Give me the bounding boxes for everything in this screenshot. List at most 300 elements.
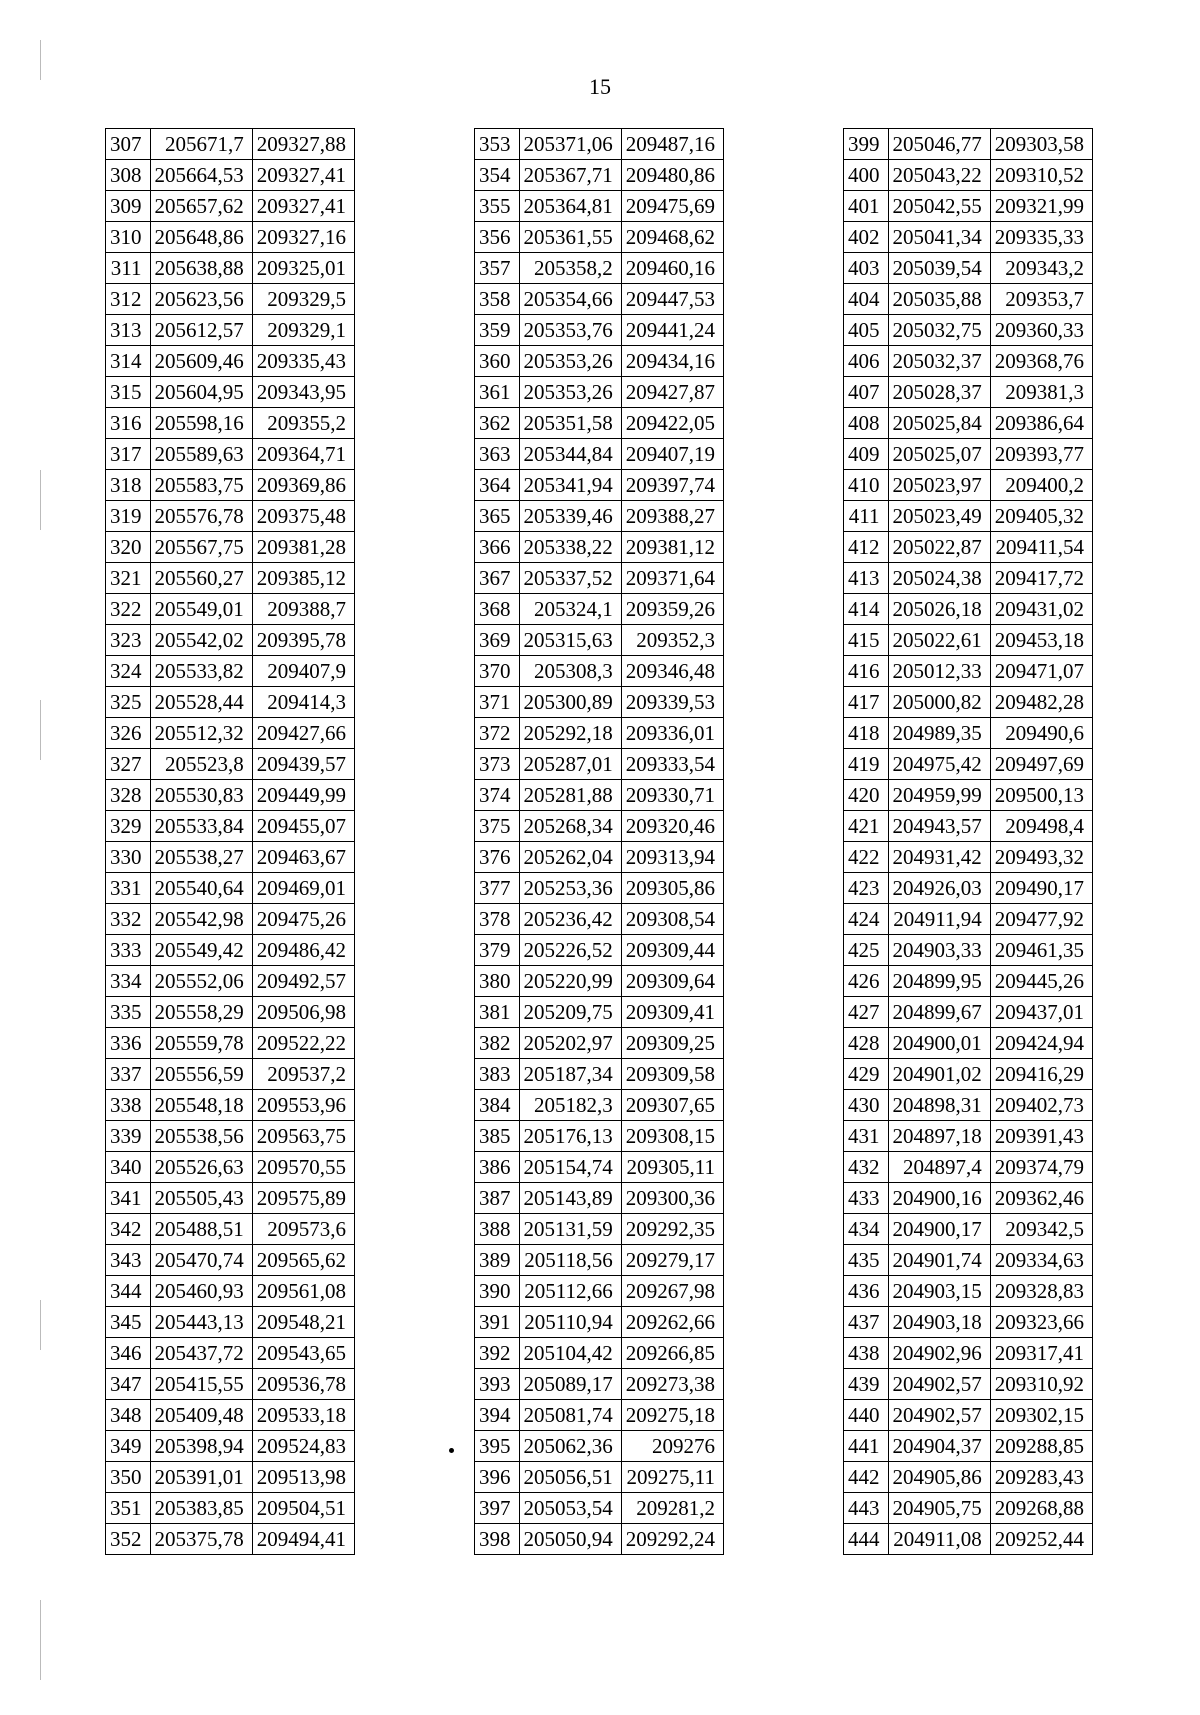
point-number-cell: 424: [844, 904, 889, 935]
point-number-cell: 369: [475, 625, 520, 656]
x-coordinate-cell: 204931,42: [888, 842, 990, 873]
y-coordinate-cell: 209335,33: [990, 222, 1092, 253]
y-coordinate-cell: 209469,01: [252, 873, 354, 904]
point-number-cell: 405: [844, 315, 889, 346]
table-row: [844, 780, 1093, 811]
point-number-cell: 344: [106, 1276, 151, 1307]
x-coordinate-cell: 205540,64: [150, 873, 252, 904]
y-coordinate-cell: 209434,16: [621, 346, 723, 377]
x-coordinate-cell: 204897,4: [888, 1152, 990, 1183]
x-coordinate-cell: 205598,16: [150, 408, 252, 439]
y-coordinate-cell: 209537,2: [252, 1059, 354, 1090]
point-number-cell: 390: [475, 1276, 520, 1307]
x-coordinate-cell: 205638,88: [150, 253, 252, 284]
y-coordinate-cell: 209359,26: [621, 594, 723, 625]
x-coordinate-cell: 205025,07: [888, 439, 990, 470]
x-coordinate-cell: 205143,89: [519, 1183, 621, 1214]
x-coordinate-cell: 205154,74: [519, 1152, 621, 1183]
table-row: [844, 594, 1093, 625]
y-coordinate-cell: 209445,26: [990, 966, 1092, 997]
table-row: [844, 997, 1093, 1028]
table-row: [844, 1338, 1093, 1369]
point-number-cell: 379: [475, 935, 520, 966]
point-number-cell: 351: [106, 1493, 151, 1524]
table-row: [106, 377, 355, 408]
x-coordinate-cell: 205056,51: [519, 1462, 621, 1493]
x-coordinate-cell: 205176,13: [519, 1121, 621, 1152]
y-coordinate-cell: 209325,01: [252, 253, 354, 284]
table-row: [475, 1524, 724, 1555]
y-coordinate-cell: 209468,62: [621, 222, 723, 253]
table-row: [475, 873, 724, 904]
table-row: [844, 904, 1093, 935]
y-coordinate-cell: 209524,83: [252, 1431, 354, 1462]
x-coordinate-cell: 205182,3: [519, 1090, 621, 1121]
y-coordinate-cell: 209493,32: [990, 842, 1092, 873]
y-coordinate-cell: 209397,74: [621, 470, 723, 501]
point-number-cell: 348: [106, 1400, 151, 1431]
x-coordinate-cell: 205391,01: [150, 1462, 252, 1493]
point-number-cell: 388: [475, 1214, 520, 1245]
table-row: [475, 1028, 724, 1059]
table-row: [475, 935, 724, 966]
point-number-cell: 439: [844, 1369, 889, 1400]
y-coordinate-cell: 209355,2: [252, 408, 354, 439]
point-number-cell: 330: [106, 842, 151, 873]
y-coordinate-cell: 209386,64: [990, 408, 1092, 439]
y-coordinate-cell: 209475,26: [252, 904, 354, 935]
x-coordinate-cell: 205292,18: [519, 718, 621, 749]
x-coordinate-cell: 205354,66: [519, 284, 621, 315]
x-coordinate-cell: 205026,18: [888, 594, 990, 625]
x-coordinate-cell: 205236,42: [519, 904, 621, 935]
x-coordinate-cell: 205648,86: [150, 222, 252, 253]
x-coordinate-cell: 205081,74: [519, 1400, 621, 1431]
point-number-cell: 335: [106, 997, 151, 1028]
x-coordinate-cell: 205023,97: [888, 470, 990, 501]
x-coordinate-cell: 205000,82: [888, 687, 990, 718]
scan-artifact-line: [40, 1300, 41, 1350]
table-row: [844, 532, 1093, 563]
point-number-cell: 378: [475, 904, 520, 935]
table-row: [844, 1059, 1093, 1090]
x-coordinate-cell: 205118,56: [519, 1245, 621, 1276]
table-row: [475, 377, 724, 408]
point-number-cell: 308: [106, 160, 151, 191]
x-coordinate-cell: 205104,42: [519, 1338, 621, 1369]
point-number-cell: 326: [106, 718, 151, 749]
point-number-cell: 376: [475, 842, 520, 873]
x-coordinate-cell: 205528,44: [150, 687, 252, 718]
point-number-cell: 394: [475, 1400, 520, 1431]
y-coordinate-cell: 209497,69: [990, 749, 1092, 780]
y-coordinate-cell: 209447,53: [621, 284, 723, 315]
y-coordinate-cell: 209393,77: [990, 439, 1092, 470]
table-row: [106, 129, 355, 160]
x-coordinate-cell: 205375,78: [150, 1524, 252, 1555]
x-coordinate-cell: 205559,78: [150, 1028, 252, 1059]
x-coordinate-cell: 204903,15: [888, 1276, 990, 1307]
table-row: [844, 1214, 1093, 1245]
table-row: [106, 1400, 355, 1431]
x-coordinate-cell: 205046,77: [888, 129, 990, 160]
table-row: [106, 811, 355, 842]
y-coordinate-cell: 209561,08: [252, 1276, 354, 1307]
x-coordinate-cell: 204897,18: [888, 1121, 990, 1152]
x-coordinate-cell: 204903,33: [888, 935, 990, 966]
point-number-cell: 414: [844, 594, 889, 625]
point-number-cell: 408: [844, 408, 889, 439]
point-number-cell: 327: [106, 749, 151, 780]
point-number-cell: 444: [844, 1524, 889, 1555]
point-number-cell: 354: [475, 160, 520, 191]
y-coordinate-cell: 209500,13: [990, 780, 1092, 811]
stray-dot-mark: [449, 1448, 454, 1453]
table-row: [844, 1152, 1093, 1183]
table-row: [844, 1307, 1093, 1338]
point-number-cell: 334: [106, 966, 151, 997]
point-number-cell: 381: [475, 997, 520, 1028]
table-row: [844, 1400, 1093, 1431]
x-coordinate-cell: 205281,88: [519, 780, 621, 811]
point-number-cell: 315: [106, 377, 151, 408]
y-coordinate-cell: 209292,35: [621, 1214, 723, 1245]
y-coordinate-cell: 209320,46: [621, 811, 723, 842]
point-number-cell: 361: [475, 377, 520, 408]
table-row: [844, 253, 1093, 284]
y-coordinate-cell: 209309,58: [621, 1059, 723, 1090]
x-coordinate-cell: 205353,26: [519, 346, 621, 377]
point-number-cell: 368: [475, 594, 520, 625]
point-number-cell: 331: [106, 873, 151, 904]
y-coordinate-cell: 209288,85: [990, 1431, 1092, 1462]
y-coordinate-cell: 209307,65: [621, 1090, 723, 1121]
y-coordinate-cell: 209268,88: [990, 1493, 1092, 1524]
y-coordinate-cell: 209381,12: [621, 532, 723, 563]
point-number-cell: 310: [106, 222, 151, 253]
y-coordinate-cell: 209480,86: [621, 160, 723, 191]
table-row: [475, 594, 724, 625]
x-coordinate-cell: 205050,94: [519, 1524, 621, 1555]
table-row: [106, 563, 355, 594]
table-row: [106, 439, 355, 470]
point-number-cell: 421: [844, 811, 889, 842]
x-coordinate-cell: 205604,95: [150, 377, 252, 408]
point-number-cell: 365: [475, 501, 520, 532]
point-number-cell: 384: [475, 1090, 520, 1121]
x-coordinate-cell: 205361,55: [519, 222, 621, 253]
y-coordinate-cell: 209313,94: [621, 842, 723, 873]
point-number-cell: 412: [844, 532, 889, 563]
table-row: [106, 780, 355, 811]
point-number-cell: 373: [475, 749, 520, 780]
coordinate-table-2: [474, 128, 724, 1555]
point-number-cell: 396: [475, 1462, 520, 1493]
point-number-cell: 336: [106, 1028, 151, 1059]
y-coordinate-cell: 209543,65: [252, 1338, 354, 1369]
y-coordinate-cell: 209283,43: [990, 1462, 1092, 1493]
y-coordinate-cell: 209422,05: [621, 408, 723, 439]
point-number-cell: 386: [475, 1152, 520, 1183]
x-coordinate-cell: 204926,03: [888, 873, 990, 904]
table-row: [475, 811, 724, 842]
y-coordinate-cell: 209300,36: [621, 1183, 723, 1214]
y-coordinate-cell: 209395,78: [252, 625, 354, 656]
x-coordinate-cell: 205623,56: [150, 284, 252, 315]
y-coordinate-cell: 209342,5: [990, 1214, 1092, 1245]
y-coordinate-cell: 209506,98: [252, 997, 354, 1028]
point-number-cell: 350: [106, 1462, 151, 1493]
table-row: [844, 718, 1093, 749]
y-coordinate-cell: 209388,27: [621, 501, 723, 532]
y-coordinate-cell: 209360,33: [990, 315, 1092, 346]
y-coordinate-cell: 209308,15: [621, 1121, 723, 1152]
point-number-cell: 358: [475, 284, 520, 315]
x-coordinate-cell: 205523,8: [150, 749, 252, 780]
y-coordinate-cell: 209490,17: [990, 873, 1092, 904]
x-coordinate-cell: 204903,18: [888, 1307, 990, 1338]
table-row: [475, 966, 724, 997]
y-coordinate-cell: 209317,41: [990, 1338, 1092, 1369]
table-row: [106, 346, 355, 377]
x-coordinate-cell: 204900,17: [888, 1214, 990, 1245]
y-coordinate-cell: 209563,75: [252, 1121, 354, 1152]
x-coordinate-cell: 204905,75: [888, 1493, 990, 1524]
table-row: [106, 935, 355, 966]
y-coordinate-cell: 209375,48: [252, 501, 354, 532]
x-coordinate-cell: 205131,59: [519, 1214, 621, 1245]
point-number-cell: 370: [475, 656, 520, 687]
y-coordinate-cell: 209490,6: [990, 718, 1092, 749]
table-row: [475, 1059, 724, 1090]
point-number-cell: 346: [106, 1338, 151, 1369]
table-row: [106, 594, 355, 625]
y-coordinate-cell: 209267,98: [621, 1276, 723, 1307]
x-coordinate-cell: 205032,37: [888, 346, 990, 377]
table-row: [844, 1183, 1093, 1214]
x-coordinate-cell: 205287,01: [519, 749, 621, 780]
y-coordinate-cell: 209477,92: [990, 904, 1092, 935]
table-row: [106, 315, 355, 346]
table-row: [844, 408, 1093, 439]
y-coordinate-cell: 209273,38: [621, 1369, 723, 1400]
x-coordinate-cell: 205576,78: [150, 501, 252, 532]
table-row: [475, 687, 724, 718]
point-number-cell: 355: [475, 191, 520, 222]
y-coordinate-cell: 209362,46: [990, 1183, 1092, 1214]
point-number-cell: 422: [844, 842, 889, 873]
table-row: [106, 1493, 355, 1524]
x-coordinate-cell: 205262,04: [519, 842, 621, 873]
x-coordinate-cell: 204911,08: [888, 1524, 990, 1555]
table-row: [475, 625, 724, 656]
table-row: [844, 842, 1093, 873]
x-coordinate-cell: 205341,94: [519, 470, 621, 501]
x-coordinate-cell: 205202,97: [519, 1028, 621, 1059]
y-coordinate-cell: 209310,52: [990, 160, 1092, 191]
table-row: [106, 160, 355, 191]
point-number-cell: 333: [106, 935, 151, 966]
x-coordinate-cell: 205353,76: [519, 315, 621, 346]
x-coordinate-cell: 205542,98: [150, 904, 252, 935]
point-number-cell: 406: [844, 346, 889, 377]
table-row: [844, 811, 1093, 842]
table-row: [844, 1493, 1093, 1524]
table-row: [106, 501, 355, 532]
y-coordinate-cell: 209328,83: [990, 1276, 1092, 1307]
table-row: [475, 1276, 724, 1307]
table-row: [106, 1183, 355, 1214]
point-number-cell: 429: [844, 1059, 889, 1090]
y-coordinate-cell: 209486,42: [252, 935, 354, 966]
x-coordinate-cell: 205470,74: [150, 1245, 252, 1276]
y-coordinate-cell: 209368,76: [990, 346, 1092, 377]
y-coordinate-cell: 209275,18: [621, 1400, 723, 1431]
x-coordinate-cell: 205538,56: [150, 1121, 252, 1152]
y-coordinate-cell: 209381,3: [990, 377, 1092, 408]
x-coordinate-cell: 205338,22: [519, 532, 621, 563]
point-number-cell: 411: [844, 501, 889, 532]
point-number-cell: 332: [106, 904, 151, 935]
table-row: [106, 1431, 355, 1462]
table-row: [106, 222, 355, 253]
y-coordinate-cell: 209309,25: [621, 1028, 723, 1059]
table-row: [475, 532, 724, 563]
x-coordinate-cell: 205552,06: [150, 966, 252, 997]
table-row: [844, 563, 1093, 594]
point-number-cell: 383: [475, 1059, 520, 1090]
table-row: [844, 501, 1093, 532]
x-coordinate-cell: 205012,33: [888, 656, 990, 687]
y-coordinate-cell: 209463,67: [252, 842, 354, 873]
point-number-cell: 442: [844, 1462, 889, 1493]
x-coordinate-cell: 204902,96: [888, 1338, 990, 1369]
table-row: [475, 439, 724, 470]
y-coordinate-cell: 209327,41: [252, 160, 354, 191]
x-coordinate-cell: 205032,75: [888, 315, 990, 346]
y-coordinate-cell: 209461,35: [990, 935, 1092, 966]
x-coordinate-cell: 205664,53: [150, 160, 252, 191]
x-coordinate-cell: 205556,59: [150, 1059, 252, 1090]
point-number-cell: 441: [844, 1431, 889, 1462]
table-row: [106, 253, 355, 284]
x-coordinate-cell: 205583,75: [150, 470, 252, 501]
table-row: [475, 408, 724, 439]
y-coordinate-cell: 209492,57: [252, 966, 354, 997]
point-number-cell: 393: [475, 1369, 520, 1400]
point-number-cell: 367: [475, 563, 520, 594]
x-coordinate-cell: 205339,46: [519, 501, 621, 532]
x-coordinate-cell: 204905,86: [888, 1462, 990, 1493]
y-coordinate-cell: 209327,88: [252, 129, 354, 160]
table-row: [844, 625, 1093, 656]
point-number-cell: 385: [475, 1121, 520, 1152]
y-coordinate-cell: 209352,3: [621, 625, 723, 656]
point-number-cell: 416: [844, 656, 889, 687]
x-coordinate-cell: 204911,94: [888, 904, 990, 935]
table-row: [475, 315, 724, 346]
table-row: [106, 656, 355, 687]
point-number-cell: 437: [844, 1307, 889, 1338]
table-row: [106, 408, 355, 439]
table-row: [844, 439, 1093, 470]
y-coordinate-cell: 209575,89: [252, 1183, 354, 1214]
table-row: [844, 470, 1093, 501]
y-coordinate-cell: 209522,22: [252, 1028, 354, 1059]
y-coordinate-cell: 209353,7: [990, 284, 1092, 315]
x-coordinate-cell: 204904,37: [888, 1431, 990, 1462]
table-row: [475, 129, 724, 160]
y-coordinate-cell: 209275,11: [621, 1462, 723, 1493]
x-coordinate-cell: 205308,3: [519, 656, 621, 687]
table-row: [106, 1462, 355, 1493]
table-row: [475, 160, 724, 191]
y-coordinate-cell: 209427,87: [621, 377, 723, 408]
x-coordinate-cell: 205533,82: [150, 656, 252, 687]
y-coordinate-cell: 209417,72: [990, 563, 1092, 594]
y-coordinate-cell: 209553,96: [252, 1090, 354, 1121]
y-coordinate-cell: 209336,01: [621, 718, 723, 749]
x-coordinate-cell: 205512,32: [150, 718, 252, 749]
point-number-cell: 374: [475, 780, 520, 811]
table-row: [475, 1183, 724, 1214]
table-row: [106, 625, 355, 656]
point-number-cell: 407: [844, 377, 889, 408]
x-coordinate-cell: 205488,51: [150, 1214, 252, 1245]
y-coordinate-cell: 209371,64: [621, 563, 723, 594]
table-row: [475, 1400, 724, 1431]
y-coordinate-cell: 209424,94: [990, 1028, 1092, 1059]
x-coordinate-cell: 205024,38: [888, 563, 990, 594]
y-coordinate-cell: 209308,54: [621, 904, 723, 935]
table-row: [106, 1338, 355, 1369]
table-row: [475, 749, 724, 780]
point-number-cell: 343: [106, 1245, 151, 1276]
x-coordinate-cell: 205043,22: [888, 160, 990, 191]
point-number-cell: 415: [844, 625, 889, 656]
page-number: 15: [589, 74, 611, 99]
x-coordinate-cell: 205542,02: [150, 625, 252, 656]
y-coordinate-cell: 209327,16: [252, 222, 354, 253]
y-coordinate-cell: 209343,95: [252, 377, 354, 408]
x-coordinate-cell: 204901,74: [888, 1245, 990, 1276]
x-coordinate-cell: 205443,13: [150, 1307, 252, 1338]
x-coordinate-cell: 205324,1: [519, 594, 621, 625]
y-coordinate-cell: 209437,01: [990, 997, 1092, 1028]
point-number-cell: 307: [106, 129, 151, 160]
x-coordinate-cell: 205671,7: [150, 129, 252, 160]
table-row: [844, 315, 1093, 346]
point-number-cell: 312: [106, 284, 151, 315]
point-number-cell: 341: [106, 1183, 151, 1214]
point-number-cell: 318: [106, 470, 151, 501]
point-number-cell: 398: [475, 1524, 520, 1555]
scan-artifact-line: [40, 470, 41, 530]
x-coordinate-cell: 205549,01: [150, 594, 252, 625]
y-coordinate-cell: 209405,32: [990, 501, 1092, 532]
x-coordinate-cell: 205538,27: [150, 842, 252, 873]
table-row: [475, 1245, 724, 1276]
point-number-cell: 337: [106, 1059, 151, 1090]
x-coordinate-cell: 204902,57: [888, 1369, 990, 1400]
y-coordinate-cell: 209565,62: [252, 1245, 354, 1276]
table-row: [106, 904, 355, 935]
y-coordinate-cell: 209346,48: [621, 656, 723, 687]
y-coordinate-cell: 209388,7: [252, 594, 354, 625]
point-number-cell: 363: [475, 439, 520, 470]
table-row: [844, 1276, 1093, 1307]
point-number-cell: 349: [106, 1431, 151, 1462]
